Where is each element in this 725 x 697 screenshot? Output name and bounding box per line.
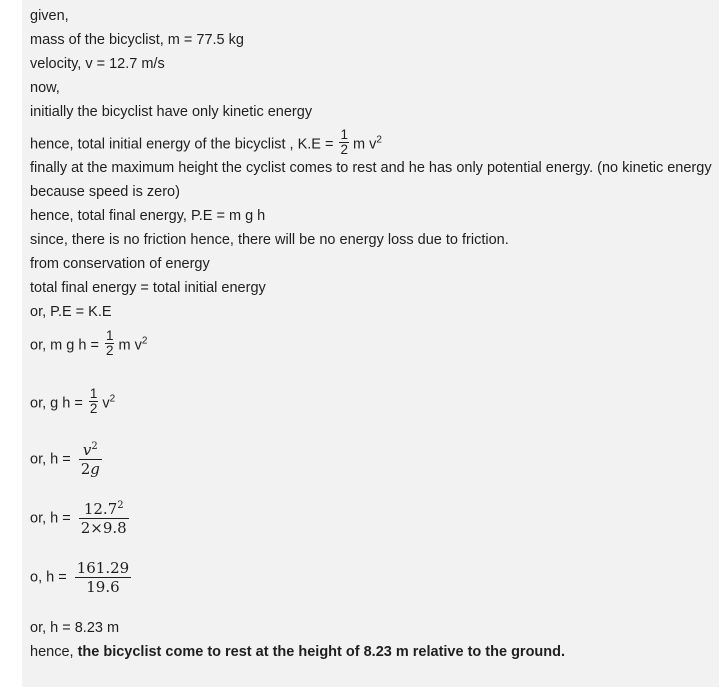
gh-suffix: v	[102, 395, 110, 412]
fraction-denominator: 2×9.8	[80, 519, 127, 537]
mgh-prefix: or, m g h =	[30, 337, 103, 354]
friction-line: since, there is no friction hence, there will be no energy loss due to friction.	[30, 232, 509, 248]
half-fraction	[105, 329, 115, 358]
h2-prefix: or, h =	[30, 510, 75, 527]
half-fraction	[339, 128, 349, 157]
now-line: now,	[30, 80, 60, 96]
square-exponent: 2	[141, 335, 148, 347]
fraction-numerator: $v^2$	[79, 441, 102, 460]
conclusion-line	[30, 642, 565, 662]
velocity-line: velocity, v = 12.7 m/s	[30, 56, 165, 72]
fraction-denominator: 2	[340, 142, 348, 157]
given-line: given,	[30, 8, 69, 24]
total-energy-line: total final energy = total initial energy	[30, 280, 266, 296]
half-fraction	[89, 387, 99, 416]
conclusion-bold: the bicyclist come to rest at the height of 8.23 m relative to the ground.	[77, 644, 566, 660]
conservation-line: from conservation of energy	[30, 256, 210, 272]
result-line: or, h = 8.23 m	[30, 620, 120, 636]
fraction-numerator: 12.7$^2$	[79, 500, 129, 519]
h3-prefix: o, h =	[30, 569, 71, 586]
initial-energy-line: initially the bicyclist have only kinetic energy	[30, 104, 313, 120]
fraction-denominator: 19.6	[86, 578, 120, 596]
kinetic-energy-line	[30, 127, 382, 159]
v-squared-over-2g	[79, 441, 102, 478]
h-evaluation-equation	[30, 559, 131, 596]
h-formula-equation	[30, 441, 102, 478]
fraction-numerator: 1	[89, 386, 98, 401]
numeric-fraction	[75, 559, 132, 596]
square-exponent: 2	[109, 393, 116, 405]
gh-equation	[30, 386, 116, 418]
gh-prefix: or, g h =	[30, 395, 87, 412]
velocity-squared-fraction	[79, 500, 129, 537]
square-exponent: 2	[376, 134, 382, 146]
fraction-numerator: 161.29	[76, 559, 130, 577]
fraction-denominator: 2g	[80, 460, 100, 478]
fraction-denominator: 2	[105, 343, 114, 358]
finally-paragraph: finally at the maximum height the cyclist comes to rest and he has only potential energy. (no kinetic energy because speed is zero)	[30, 160, 712, 200]
ke-suffix: m v	[353, 136, 377, 153]
fraction-denominator: 2	[89, 401, 98, 416]
pe-equals-ke-line: or, P.E = K.E	[30, 304, 112, 320]
mgh-suffix: m v	[118, 337, 142, 354]
h-substitution-equation	[30, 500, 129, 537]
h1-prefix: or, h =	[30, 451, 75, 468]
ke-prefix: hence, total initial energy of the bicyclist , K.E =	[30, 136, 338, 153]
fraction-numerator: 1	[340, 127, 348, 142]
mgh-equation	[30, 328, 148, 360]
mass-line: mass of the bicyclist, m = 77.5 kg	[30, 32, 244, 48]
potential-energy-line: hence, total final energy, P.E = m g h	[30, 208, 266, 224]
conclusion-prefix: hence,	[30, 644, 78, 660]
fraction-numerator: 1	[105, 328, 114, 343]
